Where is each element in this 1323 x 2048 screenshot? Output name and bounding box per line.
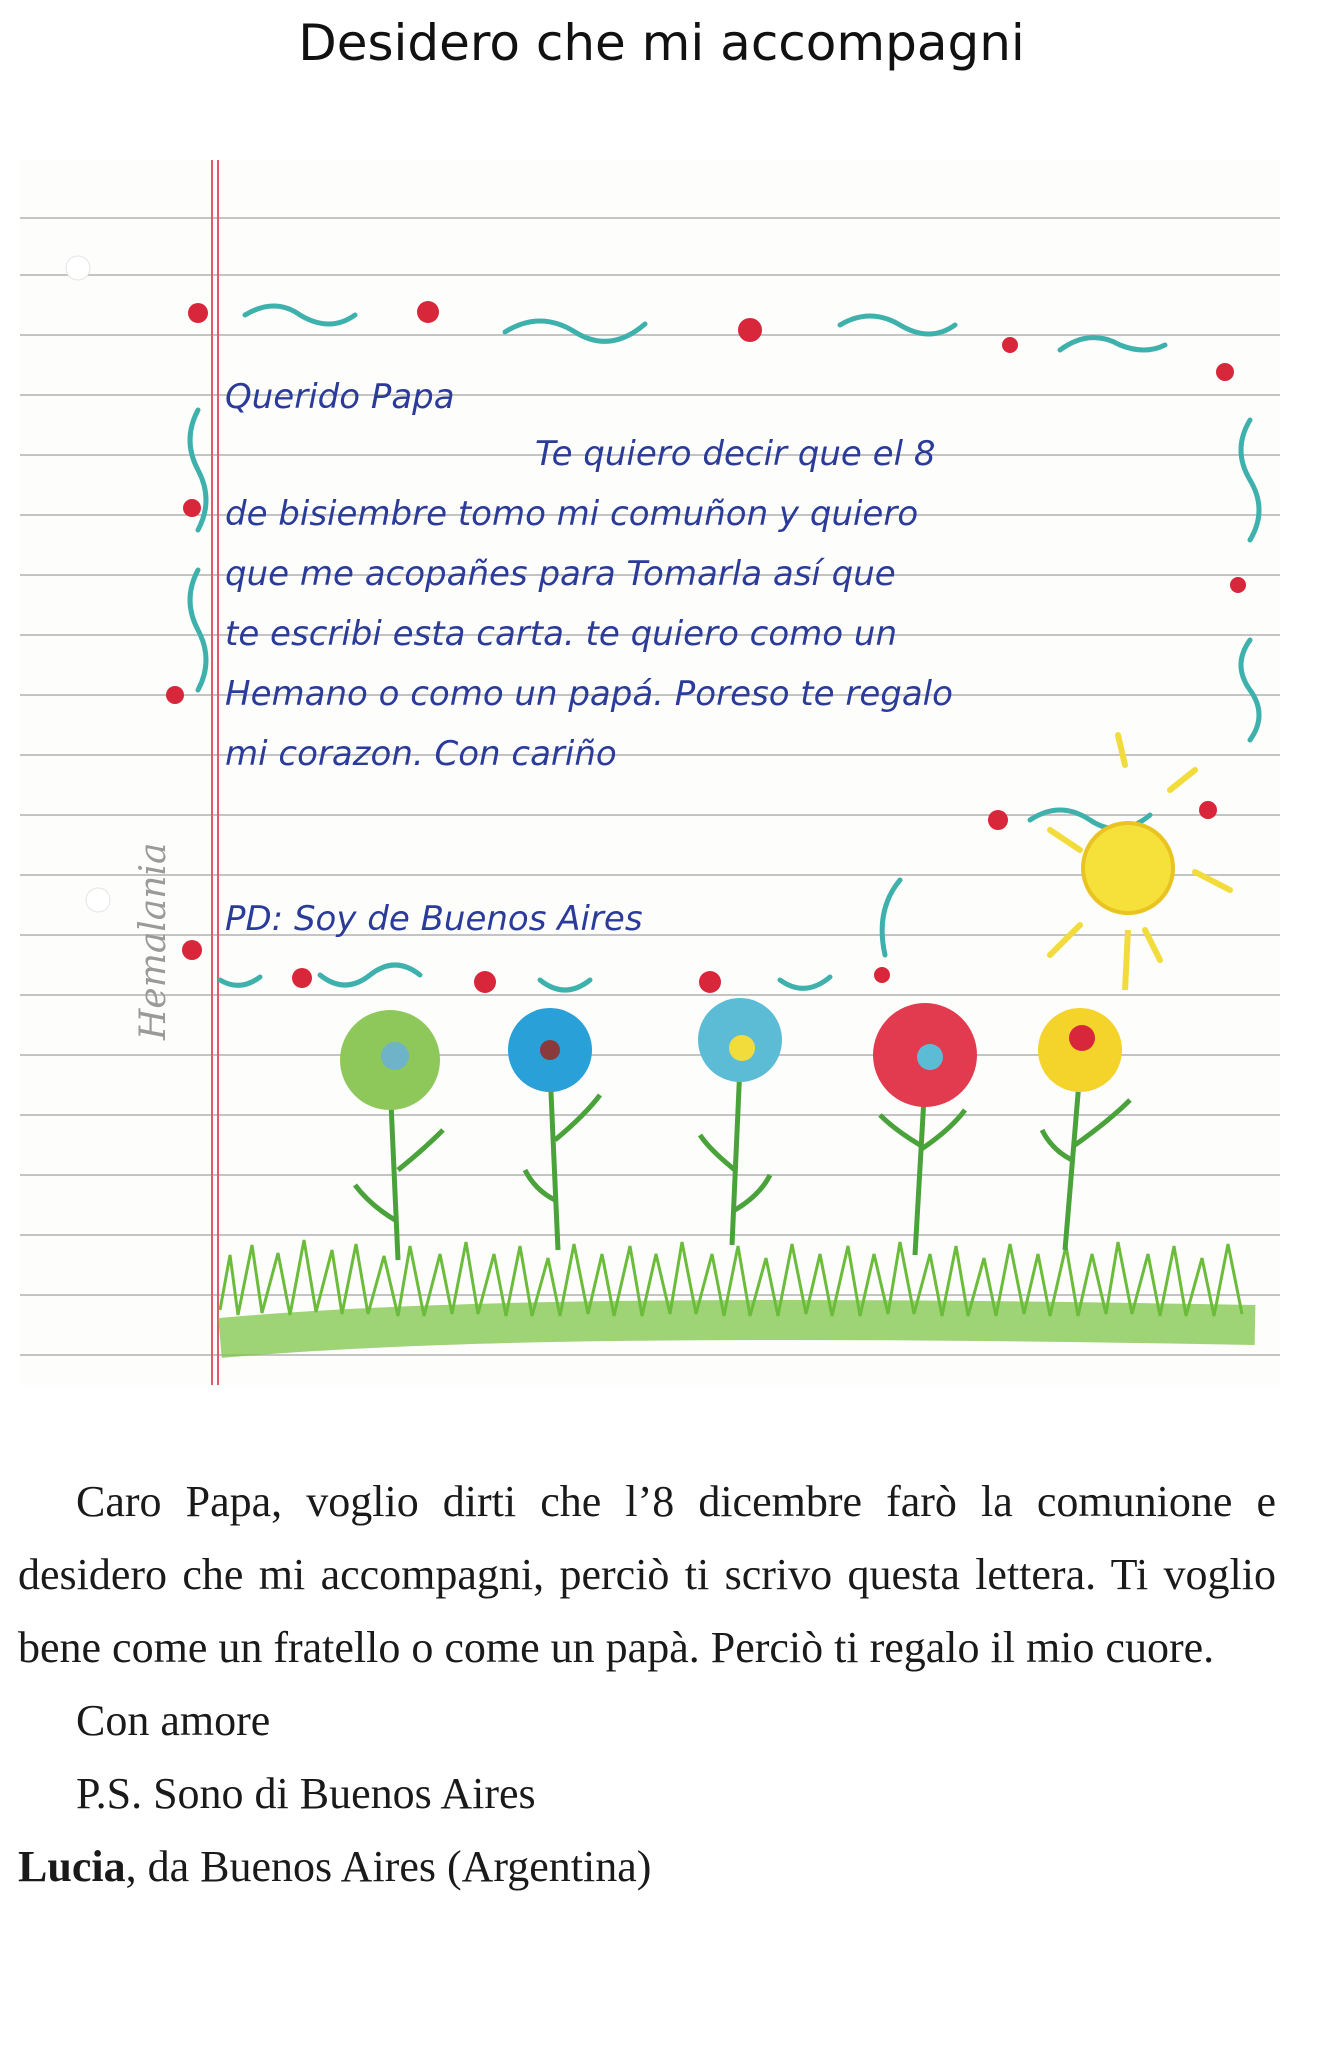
punch-hole [86,888,110,912]
watermark-logo: Hemalania [133,842,174,1040]
signature-name: Lucia [18,1842,126,1891]
closing-line: Con amore [76,1696,271,1745]
translation-text [18,1465,1276,1903]
signature-origin: , da Buenos Aires (Argentina) [125,1842,652,1891]
signature-line [18,1830,1276,1903]
postscript-line: P.S. Sono di Buenos Aires [76,1769,536,1818]
translation-paragraph: Caro Papa, voglio dirti che l’8 dicembre farò la comunione e desidero che mi accompagni, perciò ti scrivo questa lettera. Ti voglio bene come un fratello o come un papà. Perciò ti regalo il mio cuore. [18,1477,1276,1672]
handwritten-line: de bisiembre tomo mi comuñon y quiero [225,494,919,534]
child-letter-drawing [20,160,1280,1385]
handwritten-line: te escribi esta carta. te quiero como un [225,614,897,654]
page-title: Desidero che mi accompagni [298,14,1025,72]
handwritten-line: Te quiero decir que el 8 [535,434,936,474]
handwritten-ps: PD: Soy de Buenos Aires [225,899,643,939]
handwritten-line: Hemano o como un papá. Poreso te regalo [225,674,953,714]
handwritten-line: mi corazon. Con cariño [225,734,617,774]
handwritten-greeting: Querido Papa [225,377,455,417]
notebook-paper [20,160,1280,1385]
punch-hole [66,256,90,280]
handwritten-line: que me acopañes para Tomarla así que [225,554,896,594]
